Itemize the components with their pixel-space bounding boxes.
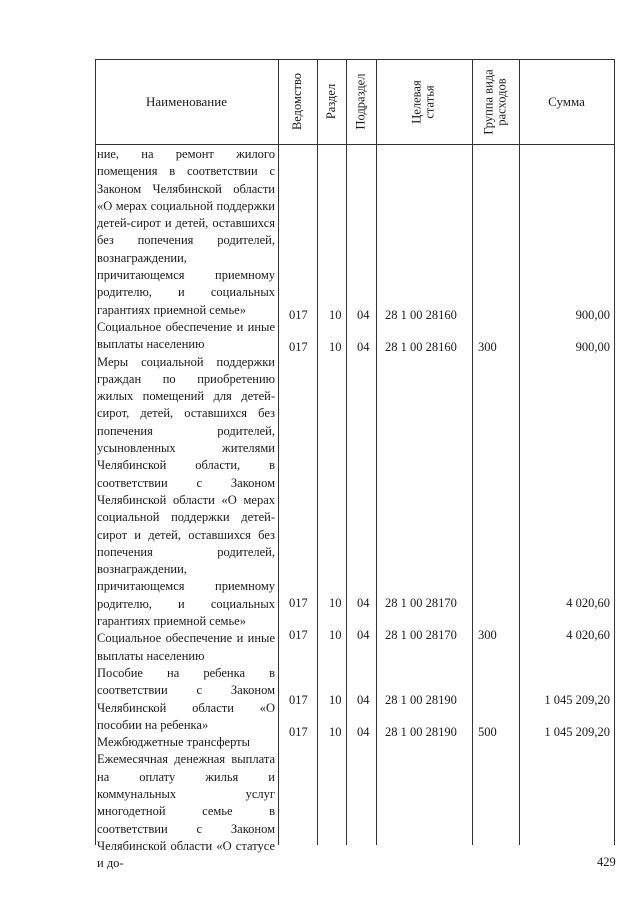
row-name: ние, на ремонт жилого помещения в соответствии с Законом Челябинской области «О мерах социальной поддержки детей-сирот и детей, оставшихся без попечения родителей, вознаграждении, причитающемся приемному родителю, и социальных гарантиях приемной семье» xyxy=(97,147,275,317)
row-name: Меры социальной поддержки граждан по приобретению жилых помещений для детей-сирот, детей, оставшихся без попечения родителей, усыновленных жителями Челябинской области, в соответствии с Законом Челябинской области «О мерах социальной поддержки детей-сирот и детей, оставшихся без попечения родителей, вознаграждении, причитающемся приемному родителю, и социальных гарантиях приемной семье» xyxy=(97,354,275,629)
header-vedomstvo: Ведомство xyxy=(290,72,304,131)
row-name: Пособие на ребенка в соответствии с Законом Челябинской области «О пособии на ребенка» xyxy=(97,665,275,732)
cell-vedomstvo: 017 xyxy=(289,308,308,322)
cell-podrazdel: 04 xyxy=(357,308,370,322)
cell-celevaya: 28 1 00 28160 xyxy=(385,308,457,322)
cell-podrazdel: 04 xyxy=(357,725,370,739)
cell-razdel: 10 xyxy=(329,628,342,642)
header-celevaya-statya xyxy=(376,59,472,144)
cell-summa: 4 020,60 xyxy=(566,628,610,642)
name-column xyxy=(97,146,275,872)
cell-podrazdel: 04 xyxy=(357,628,370,642)
cell-vedomstvo: 017 xyxy=(289,693,308,707)
cell-podrazdel: 04 xyxy=(357,693,370,707)
cell-summa: 1 045 209,20 xyxy=(544,693,610,707)
cell-celevaya: 28 1 00 28170 xyxy=(385,596,457,610)
col-border xyxy=(317,59,318,845)
cell-podrazdel: 04 xyxy=(357,340,370,354)
col-border xyxy=(346,59,347,845)
col-border xyxy=(95,59,96,845)
col-border xyxy=(376,59,377,845)
cell-razdel: 10 xyxy=(329,693,342,707)
col-border xyxy=(519,59,520,845)
col-border xyxy=(614,59,615,845)
header-celevaya-line1: Целевая xyxy=(410,79,424,124)
cell-razdel: 10 xyxy=(329,596,342,610)
header-gruppa xyxy=(472,59,519,144)
header-summa: Сумма xyxy=(548,93,585,109)
cell-vedomstvo: 017 xyxy=(289,725,308,739)
col-border xyxy=(472,59,473,845)
cell-celevaya: 28 1 00 28170 xyxy=(385,628,457,642)
row-name: Социальное обеспечение и иные выплаты населению xyxy=(97,631,275,663)
header-bottom-border xyxy=(95,144,614,145)
cell-gruppa: 300 xyxy=(478,628,497,642)
row-name: Социальное обеспечение и иные выплаты населению xyxy=(97,319,275,352)
cell-celevaya: 28 1 00 28190 xyxy=(385,725,457,739)
cell-gruppa: 300 xyxy=(478,340,497,354)
cell-summa: 900,00 xyxy=(575,308,610,322)
page-number: 429 xyxy=(597,855,616,869)
header-razdel: Раздел xyxy=(324,83,339,120)
cell-summa: 4 020,60 xyxy=(566,596,610,610)
cell-razdel: 10 xyxy=(329,725,342,739)
cell-celevaya: 28 1 00 28190 xyxy=(385,693,457,707)
header-celevaya-line2: статья xyxy=(423,84,437,119)
cell-gruppa: 500 xyxy=(478,725,497,739)
cell-vedomstvo: 017 xyxy=(289,628,308,642)
cell-podrazdel: 04 xyxy=(357,596,370,610)
row-name: Межбюджетные трансферты xyxy=(97,735,251,750)
cell-razdel: 10 xyxy=(329,308,342,322)
header-gruppa-line2: расходов xyxy=(494,77,509,126)
cell-vedomstvo: 017 xyxy=(289,340,308,354)
row-name: Ежемесячная денежная выплата на оплату жилья и коммунальных услуг многодетной семье в соответствии с Законом Челябинской области «О статусе и до- xyxy=(97,752,275,871)
cell-summa: 900,00 xyxy=(575,340,610,354)
col-border xyxy=(278,59,279,845)
cell-celevaya: 28 1 00 28160 xyxy=(385,340,457,354)
cell-vedomstvo: 017 xyxy=(289,596,308,610)
header-gruppa-line1: Группа вида xyxy=(481,68,496,135)
header-name: Наименование xyxy=(146,93,227,109)
header-podrazdel: Подраздел xyxy=(353,73,368,130)
cell-razdel: 10 xyxy=(329,340,342,354)
cell-summa: 1 045 209,20 xyxy=(544,725,610,739)
